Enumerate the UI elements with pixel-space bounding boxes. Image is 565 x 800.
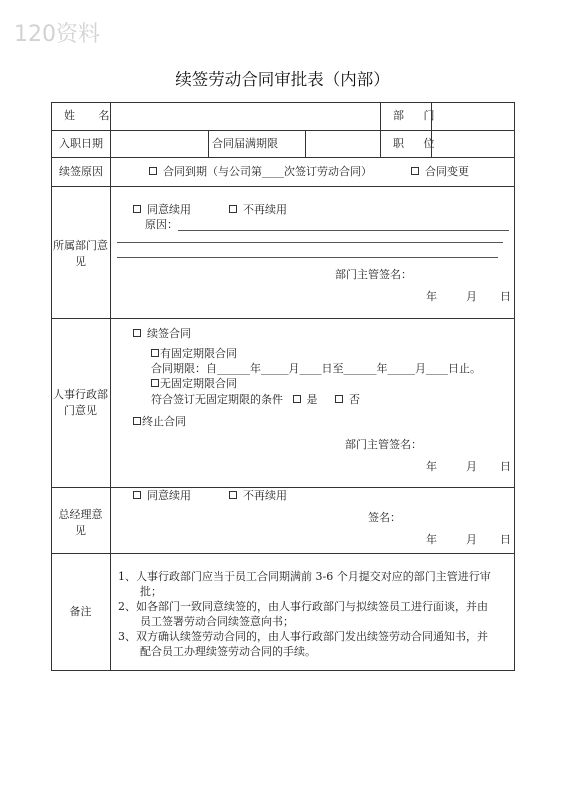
date-year: 年 [426, 460, 437, 473]
date-month: 月 [466, 290, 477, 303]
hr-terminate-option[interactable]: 终止合同 [133, 415, 186, 429]
gm-sign-label: 签名： [368, 511, 401, 524]
reason-label: 原因： [145, 218, 178, 231]
position-label: 职 位 [393, 137, 443, 150]
checkbox[interactable] [133, 417, 141, 425]
checkbox[interactable] [133, 205, 141, 213]
table-row-divider [51, 318, 515, 319]
note-line: 2、如各部门一致同意续签的，由人事行政部门与拟续签员工进行面谈，并由 [118, 600, 488, 613]
checkbox[interactable] [151, 349, 159, 357]
dept-opinion-agree[interactable]: 同意续用 [133, 203, 191, 217]
reason-input-line[interactable] [117, 257, 498, 258]
form-title: 续签劳动合同审批表（内部） [175, 70, 390, 89]
dept-manager-sign-label: 部门主管签名： [335, 268, 412, 281]
note-line: 员工签署劳动合同续签意向书； [140, 615, 294, 628]
hr-meet-condition: 符合签订无固定期限的条件 是 否 [151, 393, 360, 406]
dept-opinion-label: 所属部门意见 [53, 239, 108, 268]
table-row-divider [51, 186, 515, 187]
note-line: 配合员工办理续签劳动合同的手续。 [140, 645, 316, 658]
notes-label: 备注 [69, 605, 92, 618]
checkbox[interactable] [229, 491, 237, 499]
contract-expiry-label: 合同届满期限 [212, 137, 278, 150]
hr-term-line[interactable]: 合同期限：自______年_____月____日至______年_____月____日止。 [151, 362, 481, 375]
watermark: 120资料 [14, 22, 100, 47]
table-border-bottom [51, 670, 515, 671]
table-row-divider [51, 157, 515, 158]
note-line: 3、双方确认续签劳动合同的，由人事行政部门发出续签劳动合同通知书，并 [118, 630, 488, 643]
position-field[interactable] [432, 131, 514, 157]
checkbox-yes[interactable] [293, 395, 301, 403]
checkbox[interactable] [229, 205, 237, 213]
hr-opinion-label: 人事行政部门意见 [53, 388, 108, 417]
checkbox-no[interactable] [335, 395, 343, 403]
note-line: 1、人事行政部门应当于员工合同期满前 3-6 个月提交对应的部门主管进行审 [118, 570, 491, 583]
department-label: 部 门 [393, 109, 443, 122]
date-month: 月 [466, 460, 477, 473]
hr-renew-option[interactable]: 续签合同 [133, 327, 191, 341]
entry-date-label: 入职日期 [59, 137, 103, 150]
hr-fixed-term-option[interactable]: 有固定期限合同 [151, 347, 237, 361]
entry-date-field[interactable] [111, 131, 208, 157]
gm-opinion-disagree[interactable]: 不再续用 [229, 489, 287, 503]
date-month: 月 [466, 533, 477, 546]
table-border-left [51, 102, 52, 670]
note-line: 批； [140, 585, 162, 598]
renew-reason-option-expiry[interactable]: 合同到期（与公司第____次签订劳动合同） [149, 165, 372, 179]
table-border-right [514, 102, 515, 670]
checkbox[interactable] [411, 167, 419, 175]
reason-input-line[interactable] [178, 230, 509, 231]
gm-opinion-label: 总经理意见 [58, 508, 103, 537]
table-col-divider [110, 102, 111, 670]
checkbox[interactable] [133, 329, 141, 337]
hr-open-term-option[interactable]: 无固定期限合同 [151, 377, 237, 391]
dept-opinion-disagree[interactable]: 不再续用 [229, 203, 287, 217]
table-col-divider [208, 130, 209, 157]
renew-reason-option-change[interactable]: 合同变更 [411, 165, 469, 179]
hr-manager-sign-label: 部门主管签名： [345, 438, 422, 451]
checkbox[interactable] [149, 167, 157, 175]
date-year: 年 [426, 290, 437, 303]
reason-input-line[interactable] [117, 242, 503, 243]
name-label: 姓 名 [64, 109, 120, 122]
date-day: 日 [500, 533, 511, 546]
checkbox[interactable] [133, 491, 141, 499]
date-year: 年 [426, 533, 437, 546]
date-day: 日 [500, 460, 511, 473]
department-field[interactable] [432, 103, 514, 130]
name-field[interactable] [111, 103, 380, 130]
table-row-divider [51, 553, 515, 554]
table-row-divider [51, 487, 515, 488]
contract-expiry-field[interactable] [306, 131, 380, 157]
gm-opinion-agree[interactable]: 同意续用 [133, 489, 191, 503]
checkbox[interactable] [151, 379, 159, 387]
renew-reason-label: 续签原因 [59, 165, 103, 178]
table-col-divider [380, 102, 381, 157]
date-day: 日 [500, 290, 511, 303]
